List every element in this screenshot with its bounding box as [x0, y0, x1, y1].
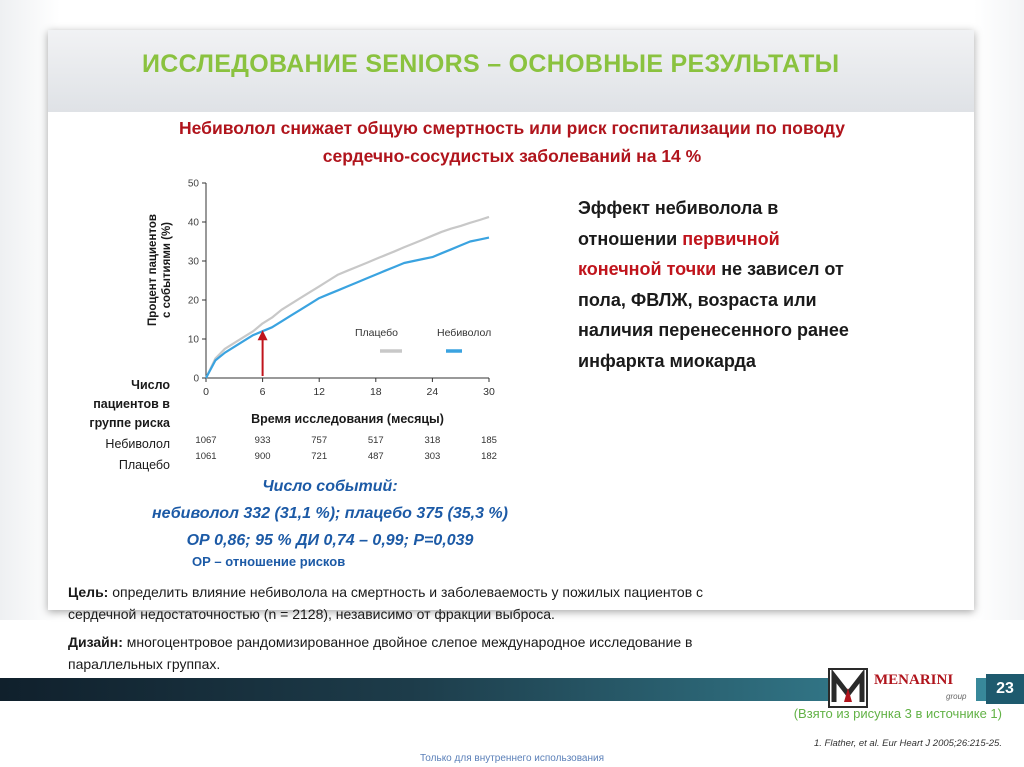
y-tick-label: 10	[187, 334, 199, 346]
effect-text-block	[578, 193, 938, 376]
hazard-ratio-note: ОР – отношение рисков	[192, 554, 346, 569]
series-line-placebo	[206, 217, 492, 378]
effect-text-segment: не зависел от	[716, 259, 844, 279]
y-tick-label: 30	[187, 256, 199, 268]
effect-line	[578, 193, 938, 224]
menarini-logo-sub: group	[946, 692, 967, 701]
effect-line	[578, 346, 938, 377]
x-tick-label: 12	[313, 386, 326, 398]
background-pattern-right	[974, 0, 1024, 620]
x-tick-label: 30	[483, 386, 495, 398]
y-tick-label: 20	[187, 295, 199, 307]
slide-title: ИССЛЕДОВАНИЕ SENIORS – ОСНОВНЫЕ РЕЗУЛЬТАТЫ	[142, 50, 840, 78]
headline-line-2: сердечно-сосудистых заболеваний на 14 %	[322, 146, 702, 166]
menarini-logo-mark	[828, 668, 868, 708]
y-axis-label-line-1: Процент пациентов	[147, 214, 159, 326]
risk-header-line-3: группе риска	[89, 416, 170, 430]
risk-table-cell: 517	[367, 435, 384, 446]
risk-row-label-placebo: Плацебо	[118, 458, 170, 472]
risk-table-cell: 1067	[195, 435, 217, 446]
y-tick-label: 0	[193, 373, 199, 385]
effect-text-segment: инфаркта миокарда	[578, 350, 756, 371]
goal-line-2: сердечной недостаточностью (n = 2128), независимо от фракции выброса.	[68, 606, 555, 622]
title-bar	[48, 30, 974, 112]
menarini-m-icon	[828, 668, 868, 708]
citation: 1. Flather, et al. Eur Heart J 2005;26:215-25.	[813, 738, 1002, 749]
menarini-logo	[828, 668, 976, 708]
risk-header-line-2: пациентов в	[93, 397, 170, 411]
x-axis-label: Время исследования (месяцы)	[251, 412, 444, 426]
effect-text-segment: отношении	[578, 228, 683, 249]
risk-table-cell: 1061	[195, 451, 217, 462]
y-tick-label: 40	[187, 217, 199, 229]
legend-label-placebo: Плацебо	[355, 327, 398, 339]
effect-text-segment: Эффект небиволола в	[578, 198, 779, 218]
x-tick-label: 6	[259, 386, 266, 398]
effect-line	[578, 285, 938, 316]
source-note: (Взято из рисунка 3 в источнике 1)	[793, 706, 1002, 721]
events-line-1: Число событий:	[262, 478, 398, 495]
effect-text-segment: наличия перенесенного ранее	[578, 320, 849, 340]
risk-table-cell: 185	[481, 435, 497, 446]
internal-use-note: Только для внутреннего использования	[419, 753, 605, 764]
risk-row-label-nebivolol: Небиволол	[105, 437, 170, 451]
effect-text-segment: конечной точки	[578, 259, 717, 279]
effect-line	[578, 315, 938, 346]
x-tick-label: 18	[369, 386, 382, 398]
y-tick-label: 50	[187, 178, 199, 190]
headline-line-1: Небиволол снижает общую смертность или риск госпитализации по поводу	[179, 118, 845, 138]
effect-line	[578, 254, 938, 285]
risk-table-cell: 487	[367, 451, 384, 462]
design-line-1: Дизайн: многоцентровое рандомизированное двойное слепое международное исследование в	[68, 634, 693, 650]
x-tick-label: 24	[426, 386, 439, 398]
risk-table-cell: 721	[311, 451, 328, 462]
y-axis-label-line-2: с событиями (%)	[161, 221, 173, 319]
design-line-2: параллельных группах.	[68, 656, 221, 672]
x-tick-label: 0	[203, 386, 209, 398]
effect-text-segment: первичной	[682, 228, 780, 249]
effect-line	[578, 224, 938, 255]
series-line-nebivolol	[206, 238, 492, 378]
risk-header-line-1: Число	[131, 378, 170, 392]
page-number: 23	[986, 674, 1024, 704]
risk-table-cell: 900	[254, 451, 271, 462]
events-line-2: небиволол 332 (31,1 %); плацебо 375 (35,3 %)	[152, 505, 508, 522]
legend-label-nebivolol: Небиволол	[437, 327, 492, 339]
risk-table-cell: 303	[424, 451, 441, 462]
menarini-logo-text: MENARINI	[874, 672, 954, 688]
risk-table-cell: 757	[311, 435, 328, 446]
effect-text-segment: пола, ФВЛЖ, возраста или	[578, 289, 817, 310]
risk-table-cell: 182	[481, 451, 497, 462]
events-line-3: ОР 0,86; 95 % ДИ 0,74 – 0,99; P=0,039	[186, 532, 474, 549]
risk-table-cell: 933	[254, 435, 271, 446]
risk-table-cell: 318	[424, 435, 441, 446]
goal-line-1: Цель: определить влияние небиволола на смертность и заболеваемость у пожилых пациентов с	[68, 584, 704, 600]
